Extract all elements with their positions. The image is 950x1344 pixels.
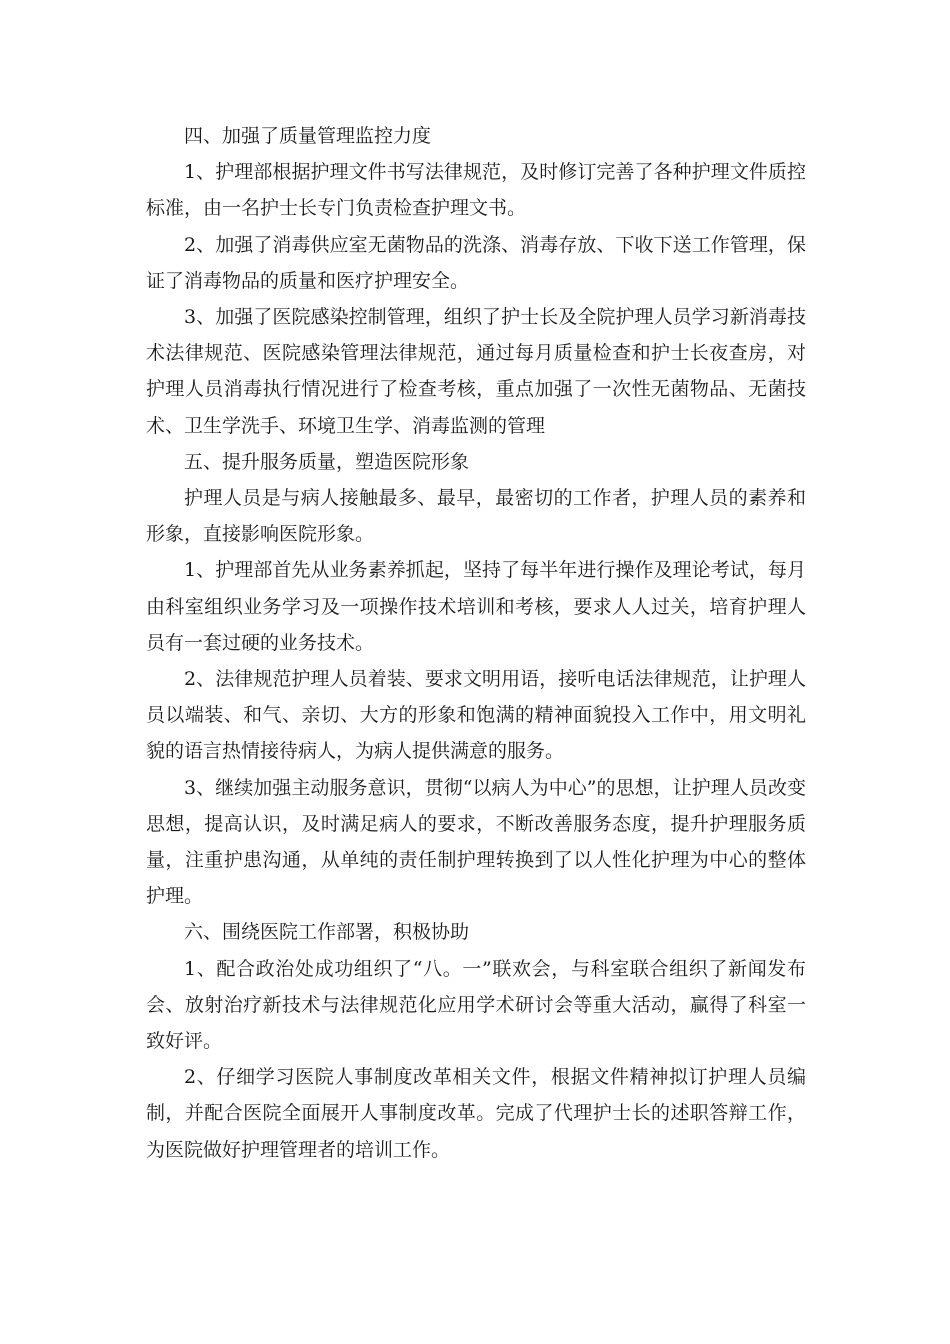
paragraph-5-1: 1、护理部首先从业务素养抓起，坚持了每半年进行操作及理论考试，每月由科室组织业务学习及一项操作技术培训和考核，要求人人过关，培育护理人员有一套过硬的业务技术。 [146, 559, 806, 654]
paragraph-4-3: 3、加强了医院感染控制管理，组织了护士长及全院护理人员学习新消毒技术法律规范、医院感染管理法律规范，通过每月质量检查和护士长夜查房，对护理人员消毒执行情况进行了检查考核，重点加强了一次性无菌物品、无菌技术、卫生学洗手、环境卫生学、消毒监测的管理 [146, 306, 806, 437]
section-heading-6: 六、围绕医院工作部署，积极协助 [184, 921, 470, 944]
paragraph-4-2: 2、加强了消毒供应室无菌物品的洗涤、消毒存放、下收下送工作管理，保证了消毒物品的质量和医疗护理安全。 [146, 233, 806, 292]
document-body [146, 118, 806, 1168]
paragraph-5-2: 2、法律规范护理人员着装、要求文明用语，接听电话法律规范，让护理人员以端装、和气、亲切、大方的形象和饱满的精神面貌投入工作中，用文明礼貌的语言热情接待病人，为病人提供满意的服务。 [146, 668, 806, 763]
paragraph-6-1: 1、配合政治处成功组织了“八。一”联欢会，与科室联合组织了新闻发布会、放射治疗新技术与法律规范化应用学术研讨会等重大活动，赢得了科室一致好评。 [146, 957, 806, 1053]
section-heading-4: 四、加强了质量管理监控力度 [184, 125, 432, 147]
section-heading-5: 五、提升服务质量，塑造医院形象 [184, 450, 470, 473]
paragraph-5-3: 3、继续加强主动服务意识，贯彻“以病人为中心”的思想，让护理人员改变思想，提高认识，及时满足病人的要求，不断改善服务态度，提升护理服务质量，注重护患沟通，从单纯的责任制护理转换到了以人性化护理为中心的整体护理。 [146, 776, 806, 908]
paragraph-4-1: 1、护理部根据护理文件书写法律规范，及时修订完善了各种护理文件质控标准，由一名护士长专门负责检查护理文书。 [146, 161, 806, 220]
paragraph-6-2: 2、仔细学习医院人事制度改革相关文件，根据文件精神拟订护理人员编制，并配合医院全面展开人事制度改革。完成了代理护士长的述职答辩工作，为医院做好护理管理者的培训工作。 [146, 1066, 806, 1161]
paragraph-5-intro: 护理人员是与病人接触最多、最早，最密切的工作者，护理人员的素养和形象，直接影响医院形象。 [146, 487, 806, 546]
